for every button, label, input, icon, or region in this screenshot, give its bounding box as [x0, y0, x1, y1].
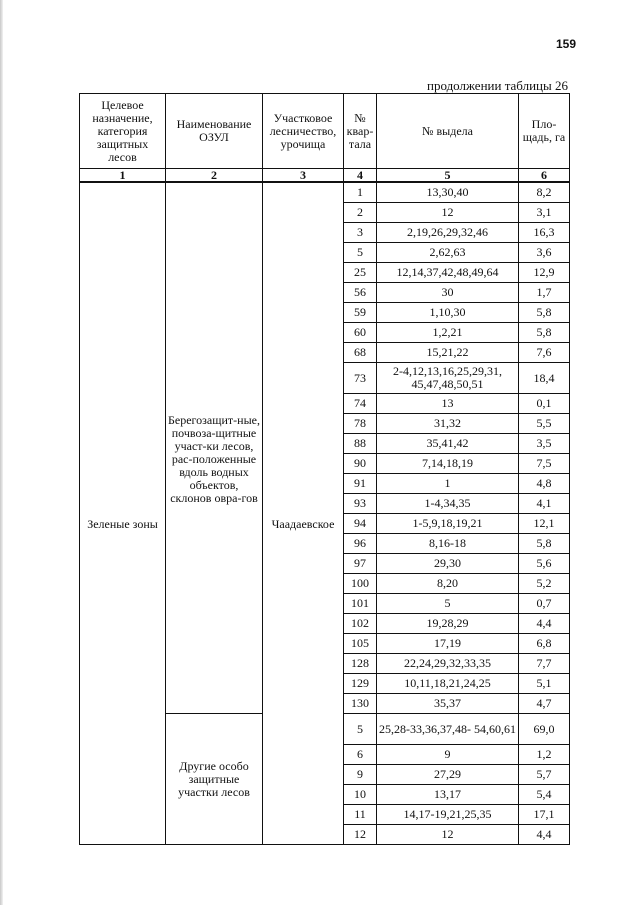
column-number: 2 — [166, 169, 263, 183]
vydel-cell: 15,21,22 — [377, 343, 519, 363]
column-number: 1 — [80, 169, 166, 183]
vydel-cell: 1-5,9,18,19,21 — [377, 514, 519, 534]
vydel-cell: 8,16-18 — [377, 534, 519, 554]
area-cell: 12,1 — [519, 514, 570, 534]
area-cell: 5,7 — [519, 765, 570, 785]
quarter-cell: 9 — [344, 765, 377, 785]
quarter-cell: 78 — [344, 414, 377, 434]
header-vydel: № выдела — [377, 94, 519, 169]
quarter-cell: 1 — [344, 182, 377, 203]
area-cell: 3,1 — [519, 203, 570, 223]
quarter-cell: 130 — [344, 694, 377, 714]
column-number: 6 — [519, 169, 570, 183]
column-number: 3 — [263, 169, 344, 183]
quarter-cell: 105 — [344, 634, 377, 654]
vydel-cell: 22,24,29,32,33,35 — [377, 654, 519, 674]
area-cell: 5,1 — [519, 674, 570, 694]
quarter-cell: 25 — [344, 263, 377, 283]
quarter-cell: 91 — [344, 474, 377, 494]
quarter-cell: 96 — [344, 534, 377, 554]
area-cell: 5,2 — [519, 574, 570, 594]
quarter-cell: 56 — [344, 283, 377, 303]
area-cell: 18,4 — [519, 363, 570, 394]
vydel-cell: 13,17 — [377, 785, 519, 805]
area-cell: 5,6 — [519, 554, 570, 574]
vydel-cell: 1,10,30 — [377, 303, 519, 323]
quarter-cell: 2 — [344, 203, 377, 223]
quarter-cell: 97 — [344, 554, 377, 574]
area-cell: 5,8 — [519, 303, 570, 323]
vydel-cell: 30 — [377, 283, 519, 303]
protected-forests-table — [79, 93, 570, 845]
vydel-cell: 1-4,34,35 — [377, 494, 519, 514]
quarter-cell: 73 — [344, 363, 377, 394]
quarter-cell: 88 — [344, 434, 377, 454]
quarter-cell: 128 — [344, 654, 377, 674]
area-cell: 4,4 — [519, 825, 570, 845]
quarter-cell: 93 — [344, 494, 377, 514]
quarter-cell: 5 — [344, 714, 377, 745]
quarter-cell: 11 — [344, 805, 377, 825]
quarter-cell: 102 — [344, 614, 377, 634]
quarter-cell: 100 — [344, 574, 377, 594]
area-cell: 7,7 — [519, 654, 570, 674]
area-cell: 17,1 — [519, 805, 570, 825]
vydel-cell: 35,41,42 — [377, 434, 519, 454]
header-row — [80, 94, 570, 169]
vydel-cell: 9 — [377, 745, 519, 765]
area-cell: 5,4 — [519, 785, 570, 805]
area-cell: 16,3 — [519, 223, 570, 243]
ozul-name-cell: Другие особо защитные участки лесов — [166, 714, 263, 845]
area-cell: 0,1 — [519, 394, 570, 414]
vydel-cell: 19,28,29 — [377, 614, 519, 634]
vydel-cell: 1,2,21 — [377, 323, 519, 343]
quarter-cell: 60 — [344, 323, 377, 343]
vydel-cell: 25,28-33,36,37,48- 54,60,61 — [377, 714, 519, 745]
area-cell: 4,4 — [519, 614, 570, 634]
area-cell: 4,7 — [519, 694, 570, 714]
vydel-cell: 14,17-19,21,25,35 — [377, 805, 519, 825]
area-cell: 12,9 — [519, 263, 570, 283]
quarter-cell: 90 — [344, 454, 377, 474]
vydel-cell: 13 — [377, 394, 519, 414]
area-cell: 8,2 — [519, 182, 570, 203]
header-area: Пло-щадь, га — [519, 94, 570, 169]
header-purpose: Целевое назначение, категория защитных лесов — [80, 94, 166, 169]
area-cell: 1,7 — [519, 283, 570, 303]
column-number: 4 — [344, 169, 377, 183]
column-number-row — [80, 169, 570, 183]
area-cell: 69,0 — [519, 714, 570, 745]
quarter-cell: 129 — [344, 674, 377, 694]
quarter-cell: 3 — [344, 223, 377, 243]
area-cell: 1,2 — [519, 745, 570, 765]
category-cell: Зеленые зоны — [80, 182, 166, 845]
quarter-cell: 94 — [344, 514, 377, 534]
vydel-cell: 31,32 — [377, 414, 519, 434]
ozul-name-cell: Берегозащит-ные, почвоза-щитные участ-ки лесов, рас-положенные вдоль водных объектов, склонов овра-гов — [166, 182, 263, 714]
header-forestry: Участковое лесничество, урочища — [263, 94, 344, 169]
table-row — [80, 182, 570, 203]
vydel-cell: 5 — [377, 594, 519, 614]
quarter-cell: 74 — [344, 394, 377, 414]
vydel-cell: 12,14,37,42,48,49,64 — [377, 263, 519, 283]
area-cell: 5,8 — [519, 534, 570, 554]
quarter-cell: 68 — [344, 343, 377, 363]
area-cell: 3,6 — [519, 243, 570, 263]
quarter-cell: 6 — [344, 745, 377, 765]
vydel-cell: 35,37 — [377, 694, 519, 714]
area-cell: 6,8 — [519, 634, 570, 654]
vydel-cell: 12 — [377, 825, 519, 845]
header-quarter: № квар-тала — [344, 94, 377, 169]
table-continuation-label: продолжении таблицы 26 — [426, 78, 568, 93]
page-number: 159 — [556, 37, 577, 51]
area-cell: 0,7 — [519, 594, 570, 614]
vydel-cell: 8,20 — [377, 574, 519, 594]
vydel-cell: 10,11,18,21,24,25 — [377, 674, 519, 694]
area-cell: 5,5 — [519, 414, 570, 434]
vydel-cell: 27,29 — [377, 765, 519, 785]
area-cell: 3,5 — [519, 434, 570, 454]
scan-edge — [0, 0, 3, 905]
area-cell: 4,8 — [519, 474, 570, 494]
vydel-cell: 12 — [377, 203, 519, 223]
forestry-cell: Чаадаевское — [263, 182, 344, 845]
vydel-cell: 17,19 — [377, 634, 519, 654]
quarter-cell: 10 — [344, 785, 377, 805]
column-number: 5 — [377, 169, 519, 183]
header-ozul-name: Наименование ОЗУЛ — [166, 94, 263, 169]
area-cell: 7,6 — [519, 343, 570, 363]
quarter-cell: 5 — [344, 243, 377, 263]
vydel-cell: 13,30,40 — [377, 182, 519, 203]
vydel-cell: 2,62,63 — [377, 243, 519, 263]
quarter-cell: 12 — [344, 825, 377, 845]
vydel-cell: 29,30 — [377, 554, 519, 574]
area-cell: 7,5 — [519, 454, 570, 474]
area-cell: 4,1 — [519, 494, 570, 514]
vydel-cell: 1 — [377, 474, 519, 494]
area-cell: 5,8 — [519, 323, 570, 343]
quarter-cell: 101 — [344, 594, 377, 614]
vydel-cell: 7,14,18,19 — [377, 454, 519, 474]
vydel-cell: 2,19,26,29,32,46 — [377, 223, 519, 243]
table-body — [80, 182, 570, 845]
vydel-cell: 2-4,12,13,16,25,29,31, 45,47,48,50,51 — [377, 363, 519, 394]
quarter-cell: 59 — [344, 303, 377, 323]
